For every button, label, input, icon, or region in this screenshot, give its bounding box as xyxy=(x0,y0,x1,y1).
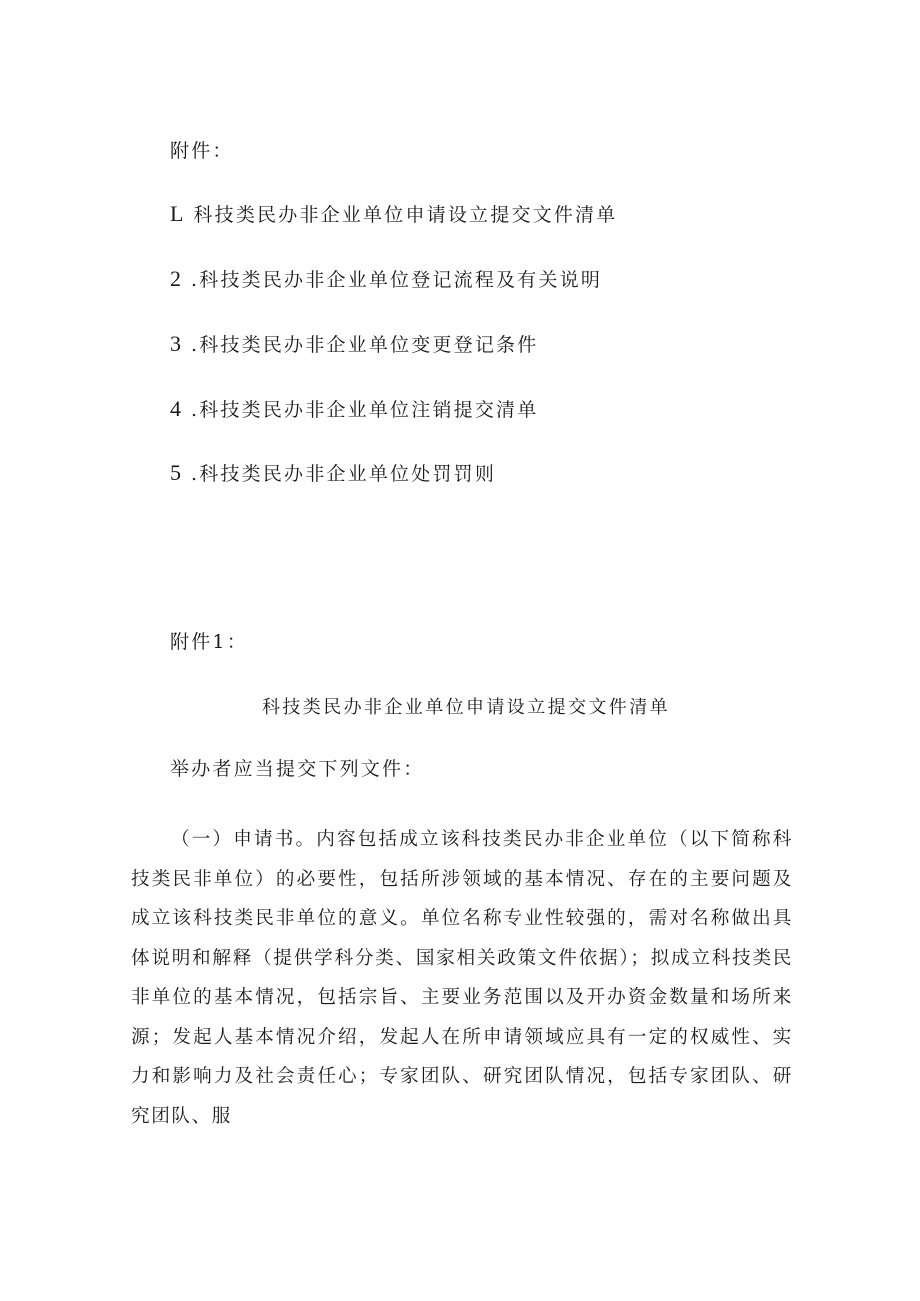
attachment-title: .科技类民办非企业单位处罚罚则 xyxy=(191,463,497,485)
attachment1-label: 附件1： xyxy=(170,631,248,653)
attachment-list-item-1 xyxy=(170,202,617,227)
attachment-title: .科技类民办非企业单位变更登记条件 xyxy=(191,334,539,356)
attachment-list-item-3 xyxy=(170,332,538,357)
attachment-title: .科技类民办非企业单位登记流程及有关说明 xyxy=(191,269,603,291)
attachment-number: 4 xyxy=(170,396,181,421)
attachment-number: 3 xyxy=(170,331,181,356)
attachment-number: 5 xyxy=(170,460,181,485)
attachment1-title: 科技类民办非企业单位申请设立提交文件清单 xyxy=(262,697,670,718)
attachment-number: 2 xyxy=(170,266,181,291)
attachment-number: L xyxy=(170,201,184,226)
attachment-title: 科技类民办非企业单位申请设立提交文件清单 xyxy=(193,204,618,226)
item1-paragraph: （一）申请书。内容包括成立该科技类民办非企业单位（以下简称科技类民非单位）的必要性，包括所涉领域的基本情况、存在的主要问题及成立该科技类民非单位的意义。单位名称专业性较强的，需对名称做出具体说明和解释（提供学科分类、国家相关政策文件依据）；拟成立科技类民非单位的基本情况，包括宗旨、主要业务范围以及开办资金数量和场所来源；发起人基本情况介绍，发起人在所申请领域应具有一定的权威性、实力和影响力及社会责任心；专家团队、研究团队情况，包括专家团队、研究团队、服 xyxy=(131,829,793,1127)
attachment-title: .科技类民办非企业单位注销提交清单 xyxy=(191,399,539,421)
attachment-list-item-2 xyxy=(170,267,602,292)
intro-text: 举办者应当提交下列文件： xyxy=(170,758,425,780)
attachments-header: 附件： xyxy=(170,140,234,162)
attachment-list-item-4 xyxy=(170,397,538,422)
attachment-list-item-5 xyxy=(170,461,496,486)
